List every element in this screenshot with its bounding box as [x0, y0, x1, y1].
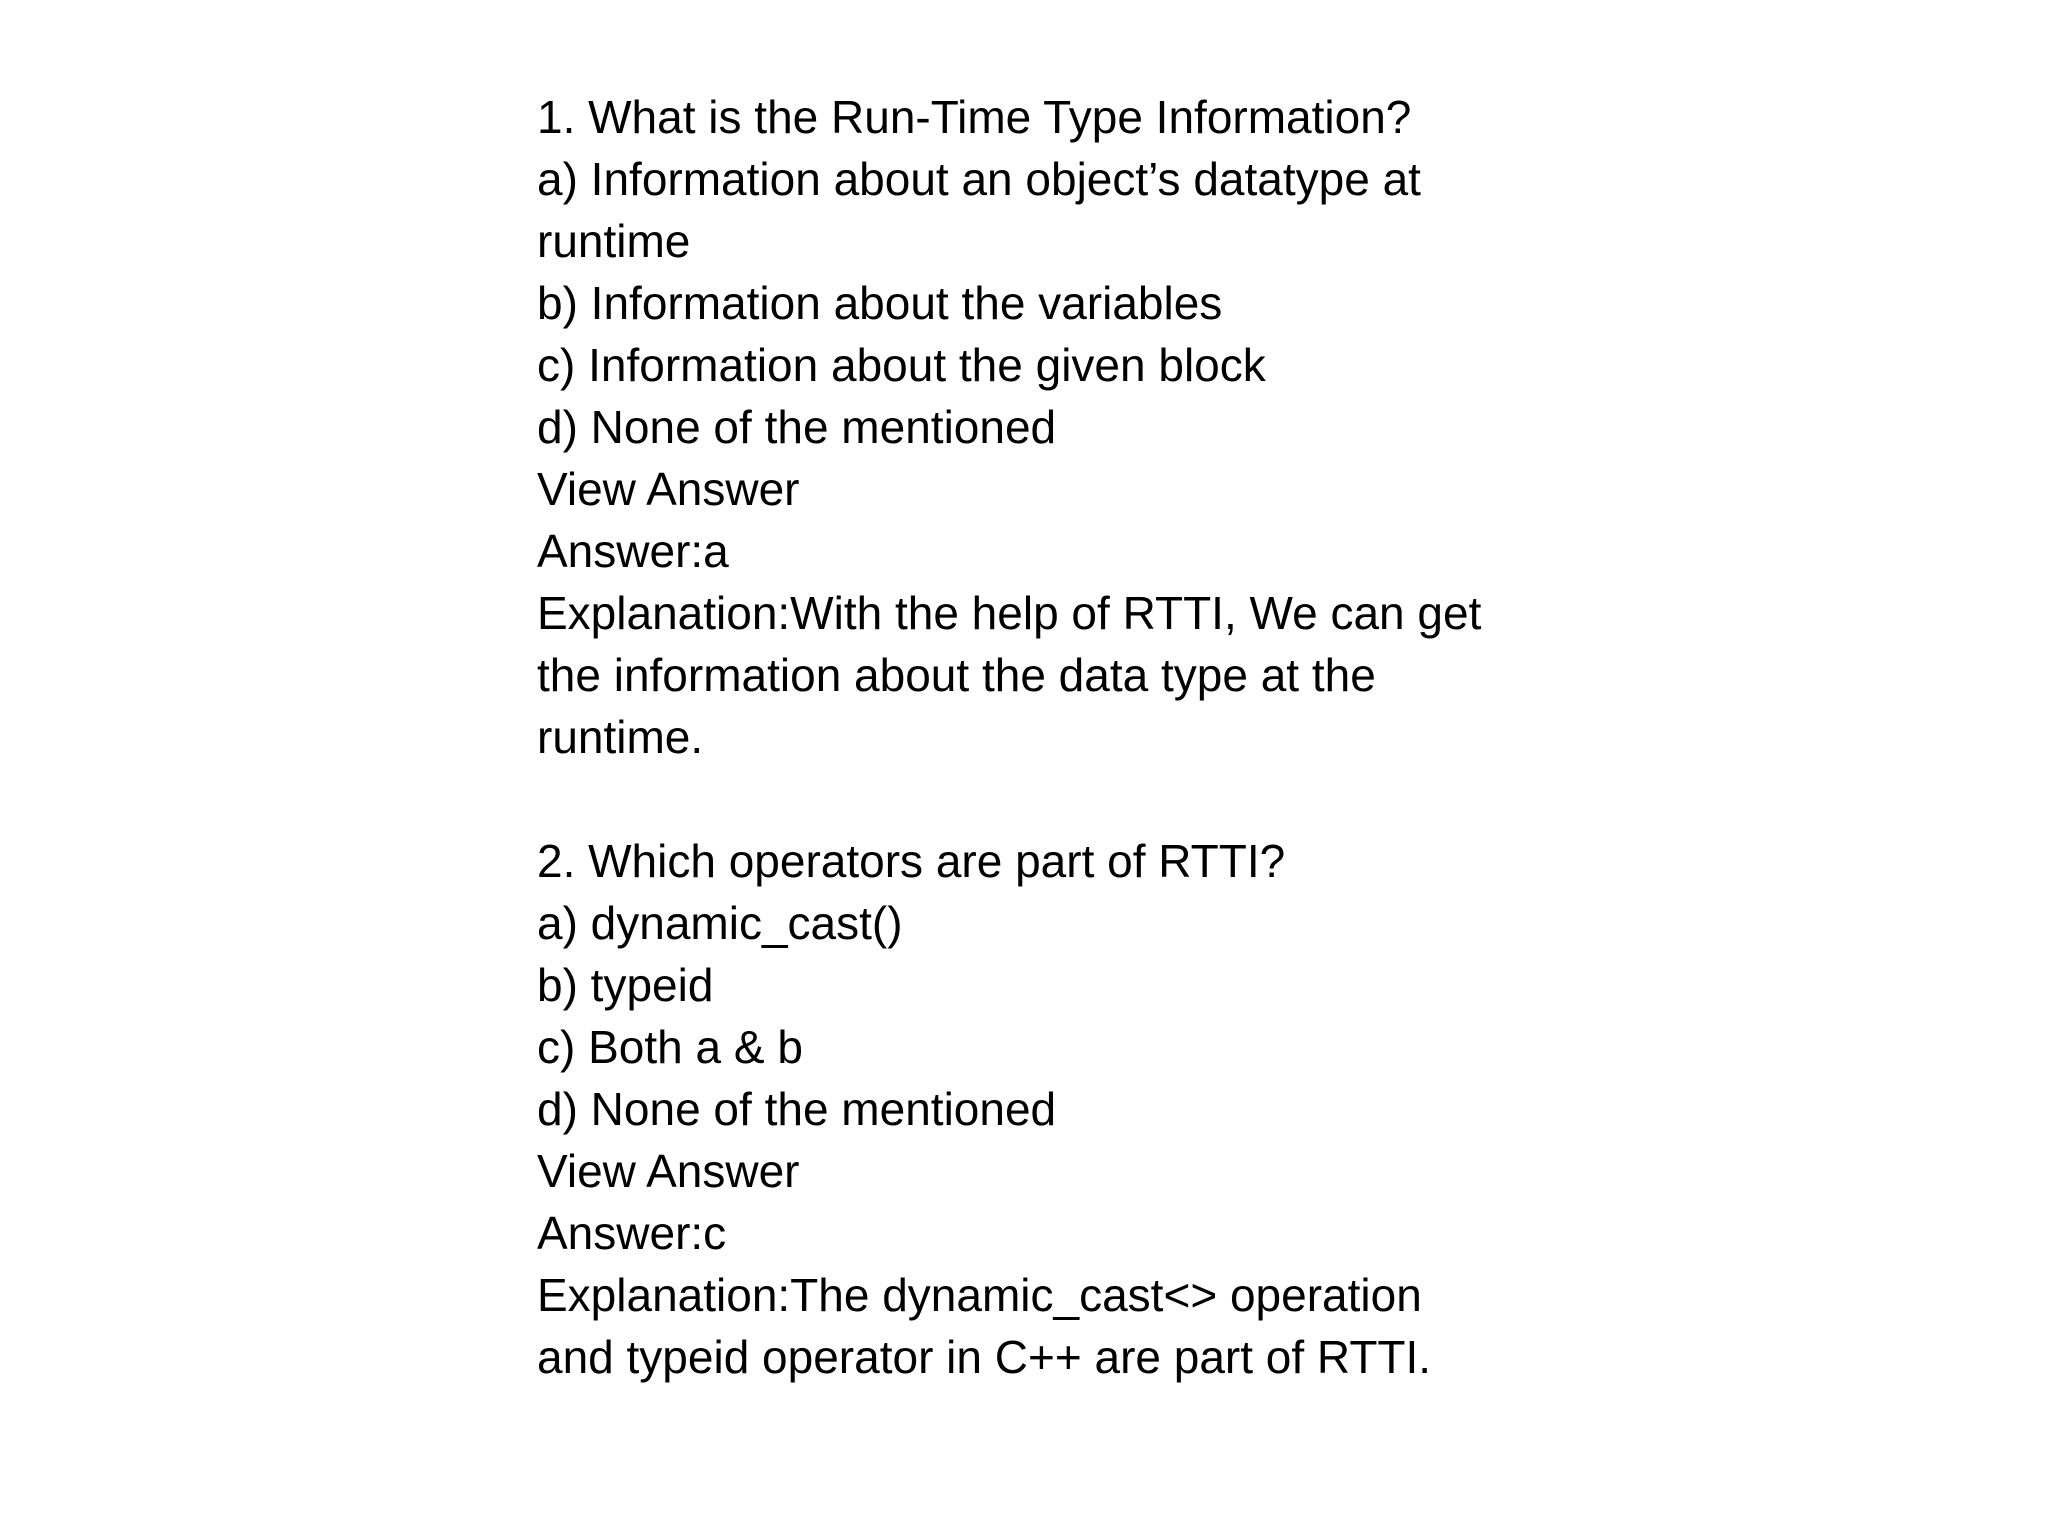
question-1-answer: Answer:a: [537, 525, 729, 577]
question-1-option-b: b) Information about the variables: [537, 277, 1223, 329]
question-2-option-c: c) Both a & b: [537, 1021, 803, 1073]
question-2-option-d: d) None of the mentioned: [537, 1083, 1057, 1135]
question-block-2: [537, 830, 1537, 1388]
question-1-explanation-line-3: runtime.: [537, 711, 704, 763]
question-2-explanation-line-2: and typeid operator in C++ are part of RTTI.: [537, 1331, 1432, 1383]
question-2-option-a: a) dynamic_cast(): [537, 897, 903, 949]
question-2-answer: Answer:c: [537, 1207, 727, 1259]
question-1-option-d: d) None of the mentioned: [537, 401, 1057, 453]
question-1-title: 1. What is the Run-Time Type Information?: [537, 91, 1412, 143]
question-2-title: 2. Which operators are part of RTTI?: [537, 835, 1286, 887]
question-1-explanation-line-1: Explanation:With the help of RTTI, We can get: [537, 587, 1482, 639]
question-block-1: [537, 86, 1537, 768]
question-spacer: [537, 768, 1537, 830]
question-1-option-a: a) Information about an object’s datatype at: [537, 153, 1421, 205]
question-1-option-c: c) Information about the given block: [537, 339, 1266, 391]
question-1-view-answer[interactable]: View Answer: [537, 463, 800, 515]
quiz-text-box: [537, 86, 1537, 1388]
question-1-explanation-line-2: the information about the data type at the: [537, 649, 1376, 701]
question-2-view-answer[interactable]: View Answer: [537, 1145, 800, 1197]
question-2-option-b: b) typeid: [537, 959, 714, 1011]
question-1-option-a-continued: runtime: [537, 215, 691, 267]
question-2-explanation-line-1: Explanation:The dynamic_cast<> operation: [537, 1269, 1422, 1321]
